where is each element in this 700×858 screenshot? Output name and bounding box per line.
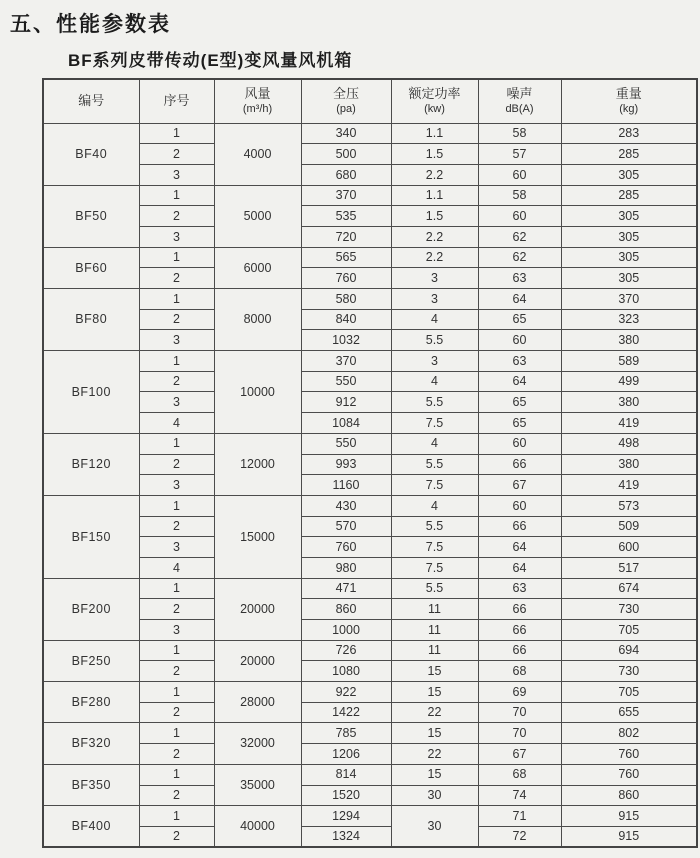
pressure-cell: 1032: [301, 330, 391, 351]
noise-cell: 58: [478, 185, 561, 206]
serial-cell: 3: [139, 537, 214, 558]
pressure-cell: 760: [301, 537, 391, 558]
power-cell: 3: [391, 268, 478, 289]
pressure-cell: 550: [301, 433, 391, 454]
power-cell: 5.5: [391, 454, 478, 475]
power-cell: 15: [391, 723, 478, 744]
column-header-serial: [139, 79, 214, 123]
noise-cell: 62: [478, 226, 561, 247]
serial-cell: 4: [139, 557, 214, 578]
pressure-cell: 1160: [301, 475, 391, 496]
airflow-cell: 40000: [214, 806, 301, 847]
serial-cell: 2: [139, 785, 214, 806]
noise-cell: 66: [478, 640, 561, 661]
power-cell: 1.5: [391, 144, 478, 165]
noise-cell: 65: [478, 309, 561, 330]
airflow-cell: 10000: [214, 351, 301, 434]
power-cell: 3: [391, 351, 478, 372]
power-cell: 3: [391, 289, 478, 310]
weight-cell: 705: [561, 620, 697, 641]
weight-cell: 705: [561, 682, 697, 703]
pressure-cell: 370: [301, 351, 391, 372]
serial-cell: 2: [139, 206, 214, 227]
pressure-cell: 370: [301, 185, 391, 206]
noise-cell: 63: [478, 578, 561, 599]
table-row: [43, 309, 697, 330]
airflow-cell: 15000: [214, 495, 301, 578]
weight-cell: 589: [561, 351, 697, 372]
column-header-label: 额定功率: [408, 85, 461, 101]
column-header-label: 风量: [244, 85, 271, 101]
power-cell: 22: [391, 744, 478, 765]
model-cell: BF150: [43, 495, 139, 578]
airflow-cell: 8000: [214, 289, 301, 351]
pressure-cell: 993: [301, 454, 391, 475]
noise-cell: 64: [478, 289, 561, 310]
serial-cell: 3: [139, 620, 214, 641]
power-cell: 11: [391, 640, 478, 661]
weight-cell: 283: [561, 123, 697, 144]
table-row: [43, 413, 697, 434]
weight-cell: 380: [561, 392, 697, 413]
weight-cell: 730: [561, 599, 697, 620]
model-cell: BF200: [43, 578, 139, 640]
noise-cell: 63: [478, 268, 561, 289]
weight-cell: 760: [561, 764, 697, 785]
performance-table: [42, 78, 698, 848]
weight-cell: 419: [561, 413, 697, 434]
model-cell: BF50: [43, 185, 139, 247]
table-row: [43, 164, 697, 185]
power-cell: 1.1: [391, 185, 478, 206]
serial-cell: 3: [139, 226, 214, 247]
table-row: [43, 682, 697, 703]
noise-cell: 69: [478, 682, 561, 703]
noise-cell: 74: [478, 785, 561, 806]
power-cell: 5.5: [391, 330, 478, 351]
serial-cell: 1: [139, 433, 214, 454]
serial-cell: 1: [139, 640, 214, 661]
table-row: [43, 268, 697, 289]
pressure-cell: 1422: [301, 702, 391, 723]
column-header-unit: (pa): [336, 102, 356, 115]
pressure-cell: 565: [301, 247, 391, 268]
weight-cell: 305: [561, 206, 697, 227]
weight-cell: 694: [561, 640, 697, 661]
power-cell: 15: [391, 661, 478, 682]
power-cell: 11: [391, 599, 478, 620]
table-row: [43, 557, 697, 578]
pressure-cell: 580: [301, 289, 391, 310]
serial-cell: 1: [139, 578, 214, 599]
airflow-cell: 6000: [214, 247, 301, 288]
noise-cell: 66: [478, 620, 561, 641]
noise-cell: 65: [478, 413, 561, 434]
power-cell: 4: [391, 309, 478, 330]
weight-cell: 305: [561, 247, 697, 268]
pressure-cell: 1000: [301, 620, 391, 641]
weight-cell: 730: [561, 661, 697, 682]
serial-cell: 3: [139, 475, 214, 496]
weight-cell: 380: [561, 330, 697, 351]
noise-cell: 60: [478, 164, 561, 185]
table-header: [43, 79, 697, 123]
serial-cell: 1: [139, 764, 214, 785]
noise-cell: 62: [478, 247, 561, 268]
power-cell: 5.5: [391, 392, 478, 413]
table-body: [43, 123, 697, 847]
airflow-cell: 35000: [214, 764, 301, 805]
noise-cell: 64: [478, 371, 561, 392]
airflow-cell: 32000: [214, 723, 301, 764]
weight-cell: 419: [561, 475, 697, 496]
pressure-cell: 430: [301, 495, 391, 516]
table-row: [43, 330, 697, 351]
pressure-cell: 1294: [301, 806, 391, 827]
weight-cell: 517: [561, 557, 697, 578]
table-row: [43, 702, 697, 723]
pressure-cell: 860: [301, 599, 391, 620]
noise-cell: 66: [478, 454, 561, 475]
column-header-unit: (kw): [424, 102, 445, 115]
noise-cell: 65: [478, 392, 561, 413]
airflow-cell: 28000: [214, 682, 301, 723]
table-row: [43, 599, 697, 620]
pressure-cell: 1520: [301, 785, 391, 806]
power-cell: 22: [391, 702, 478, 723]
pressure-cell: 726: [301, 640, 391, 661]
noise-cell: 60: [478, 495, 561, 516]
pressure-cell: 840: [301, 309, 391, 330]
noise-cell: 57: [478, 144, 561, 165]
pressure-cell: 912: [301, 392, 391, 413]
noise-cell: 60: [478, 330, 561, 351]
noise-cell: 72: [478, 826, 561, 847]
noise-cell: 70: [478, 702, 561, 723]
table-row: [43, 226, 697, 247]
column-header-unit: (m³/h): [242, 102, 273, 115]
serial-cell: 1: [139, 495, 214, 516]
weight-cell: 509: [561, 516, 697, 537]
pressure-cell: 760: [301, 268, 391, 289]
power-cell: 5.5: [391, 516, 478, 537]
power-cell: 2.2: [391, 226, 478, 247]
model-cell: BF60: [43, 247, 139, 288]
noise-cell: 58: [478, 123, 561, 144]
power-cell: 1.5: [391, 206, 478, 227]
column-header-label: 编号: [78, 92, 105, 108]
serial-cell: 2: [139, 702, 214, 723]
serial-cell: 2: [139, 454, 214, 475]
table-row: [43, 206, 697, 227]
model-cell: BF80: [43, 289, 139, 351]
column-header-model: [43, 79, 139, 123]
power-cell: 30: [391, 806, 478, 847]
column-header-airflow: [214, 79, 301, 123]
model-cell: BF400: [43, 806, 139, 847]
serial-cell: 2: [139, 309, 214, 330]
noise-cell: 70: [478, 723, 561, 744]
serial-cell: 1: [139, 351, 214, 372]
table-row: [43, 640, 697, 661]
serial-cell: 1: [139, 185, 214, 206]
header-row: [43, 79, 697, 123]
column-header-label: 重量: [615, 85, 642, 101]
power-cell: 7.5: [391, 537, 478, 558]
serial-cell: 2: [139, 744, 214, 765]
table-row: [43, 495, 697, 516]
model-cell: BF120: [43, 433, 139, 495]
weight-cell: 305: [561, 268, 697, 289]
power-cell: 11: [391, 620, 478, 641]
page-title: 五、性能参数表: [10, 13, 171, 36]
serial-cell: 3: [139, 392, 214, 413]
pressure-cell: 550: [301, 371, 391, 392]
table-row: [43, 123, 697, 144]
pressure-cell: 500: [301, 144, 391, 165]
column-header-noise: [478, 79, 561, 123]
weight-cell: 498: [561, 433, 697, 454]
serial-cell: 3: [139, 330, 214, 351]
airflow-cell: 20000: [214, 578, 301, 640]
weight-cell: 285: [561, 185, 697, 206]
serial-cell: 4: [139, 413, 214, 434]
noise-cell: 64: [478, 537, 561, 558]
noise-cell: 67: [478, 744, 561, 765]
power-cell: 15: [391, 764, 478, 785]
weight-cell: 370: [561, 289, 697, 310]
table-row: [43, 578, 697, 599]
noise-cell: 67: [478, 475, 561, 496]
noise-cell: 68: [478, 661, 561, 682]
table-row: [43, 247, 697, 268]
weight-cell: 600: [561, 537, 697, 558]
table-row: [43, 620, 697, 641]
weight-cell: 323: [561, 309, 697, 330]
model-cell: BF350: [43, 764, 139, 805]
table-row: [43, 351, 697, 372]
noise-cell: 66: [478, 599, 561, 620]
pressure-cell: 1080: [301, 661, 391, 682]
noise-cell: 66: [478, 516, 561, 537]
airflow-cell: 12000: [214, 433, 301, 495]
power-cell: 7.5: [391, 557, 478, 578]
power-cell: 5.5: [391, 578, 478, 599]
table-row: [43, 723, 697, 744]
table-row: [43, 785, 697, 806]
airflow-cell: 20000: [214, 640, 301, 681]
weight-cell: 915: [561, 826, 697, 847]
serial-cell: 2: [139, 826, 214, 847]
airflow-cell: 5000: [214, 185, 301, 247]
power-cell: 2.2: [391, 247, 478, 268]
column-header-weight: [561, 79, 697, 123]
power-cell: 30: [391, 785, 478, 806]
table-row: [43, 806, 697, 827]
column-header-label: 全压: [332, 85, 359, 101]
noise-cell: 71: [478, 806, 561, 827]
table-row: [43, 744, 697, 765]
power-cell: 15: [391, 682, 478, 703]
column-header-label: 序号: [163, 92, 190, 108]
column-header-label: 噪声: [506, 85, 533, 101]
weight-cell: 499: [561, 371, 697, 392]
column-header-unit: (kg): [619, 102, 639, 115]
serial-cell: 2: [139, 516, 214, 537]
serial-cell: 1: [139, 806, 214, 827]
table-row: [43, 371, 697, 392]
table-row: [43, 289, 697, 310]
power-cell: 7.5: [391, 413, 478, 434]
serial-cell: 1: [139, 723, 214, 744]
table-row: [43, 764, 697, 785]
serial-cell: 2: [139, 268, 214, 289]
power-cell: 4: [391, 371, 478, 392]
pressure-cell: 980: [301, 557, 391, 578]
table-subtitle: BF系列皮带传动(E型)变风量风机箱: [68, 51, 353, 70]
weight-cell: 674: [561, 578, 697, 599]
table-row: [43, 185, 697, 206]
pressure-cell: 535: [301, 206, 391, 227]
power-cell: 2.2: [391, 164, 478, 185]
serial-cell: 1: [139, 123, 214, 144]
table-row: [43, 392, 697, 413]
column-header-pressure: [301, 79, 391, 123]
pressure-cell: 340: [301, 123, 391, 144]
pressure-cell: 1324: [301, 826, 391, 847]
power-cell: 1.1: [391, 123, 478, 144]
noise-cell: 60: [478, 206, 561, 227]
noise-cell: 64: [478, 557, 561, 578]
serial-cell: 1: [139, 247, 214, 268]
noise-cell: 60: [478, 433, 561, 454]
pressure-cell: 785: [301, 723, 391, 744]
weight-cell: 760: [561, 744, 697, 765]
weight-cell: 305: [561, 164, 697, 185]
weight-cell: 860: [561, 785, 697, 806]
table-row: [43, 433, 697, 454]
pressure-cell: 570: [301, 516, 391, 537]
table-row: [43, 661, 697, 682]
airflow-cell: 4000: [214, 123, 301, 185]
column-header-unit: dB(A): [505, 102, 534, 115]
model-cell: BF320: [43, 723, 139, 764]
weight-cell: 305: [561, 226, 697, 247]
table-row: [43, 516, 697, 537]
model-cell: BF40: [43, 123, 139, 185]
table-row: [43, 144, 697, 165]
pressure-cell: 680: [301, 164, 391, 185]
pressure-cell: 1206: [301, 744, 391, 765]
power-cell: 4: [391, 495, 478, 516]
pressure-cell: 1084: [301, 413, 391, 434]
serial-cell: 1: [139, 682, 214, 703]
weight-cell: 285: [561, 144, 697, 165]
model-cell: BF250: [43, 640, 139, 681]
serial-cell: 2: [139, 661, 214, 682]
table-row: [43, 454, 697, 475]
pressure-cell: 814: [301, 764, 391, 785]
table-row: [43, 537, 697, 558]
serial-cell: 3: [139, 164, 214, 185]
serial-cell: 1: [139, 289, 214, 310]
power-cell: 7.5: [391, 475, 478, 496]
noise-cell: 63: [478, 351, 561, 372]
serial-cell: 2: [139, 371, 214, 392]
noise-cell: 68: [478, 764, 561, 785]
pressure-cell: 922: [301, 682, 391, 703]
table-row: [43, 475, 697, 496]
weight-cell: 915: [561, 806, 697, 827]
weight-cell: 802: [561, 723, 697, 744]
column-header-power: [391, 79, 478, 123]
weight-cell: 380: [561, 454, 697, 475]
pressure-cell: 471: [301, 578, 391, 599]
weight-cell: 573: [561, 495, 697, 516]
table-row: [43, 826, 697, 847]
pressure-cell: 720: [301, 226, 391, 247]
power-cell: 4: [391, 433, 478, 454]
weight-cell: 655: [561, 702, 697, 723]
model-cell: BF280: [43, 682, 139, 723]
serial-cell: 2: [139, 599, 214, 620]
serial-cell: 2: [139, 144, 214, 165]
model-cell: BF100: [43, 351, 139, 434]
